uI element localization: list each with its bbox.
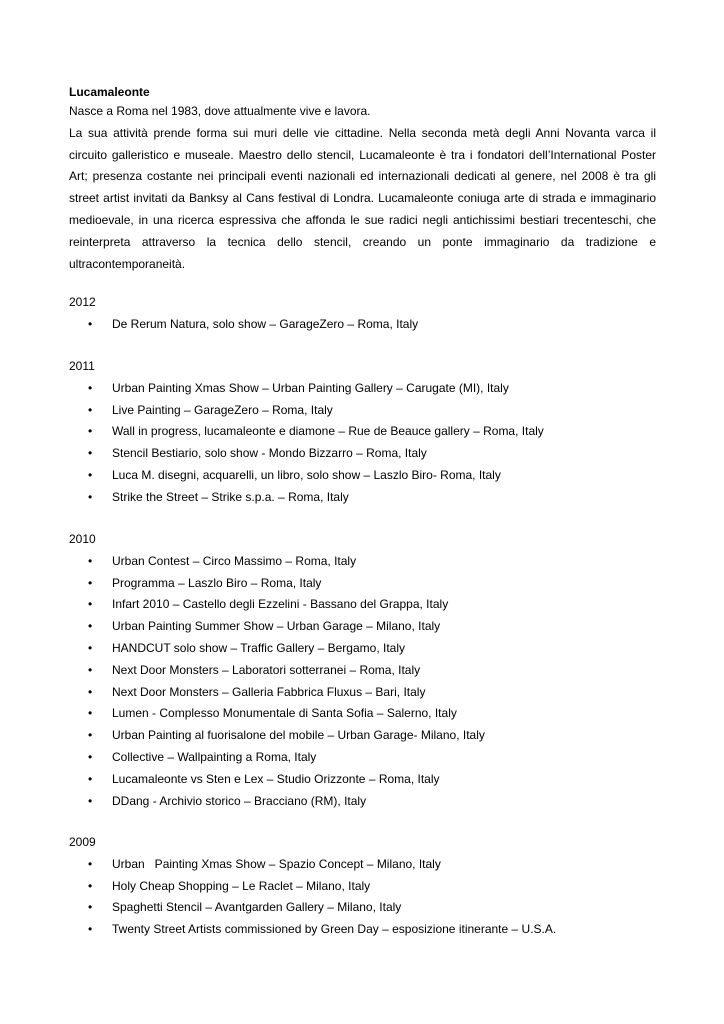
bio-line: Art; presenza costante nei principali eventi nazionali ed internazionali dedicati al genere, nel 2008 è tra gli <box>69 169 656 184</box>
bullet-icon: • <box>88 467 93 482</box>
list-item <box>69 594 656 616</box>
list-item <box>69 400 656 422</box>
bio-first-line: Nasce a Roma nel 1983, dove attualmente vive e lavora. <box>69 104 371 118</box>
list-item <box>69 769 656 791</box>
bullet-icon: • <box>88 900 93 915</box>
bullet-icon: • <box>88 749 93 764</box>
bullet-icon: • <box>88 793 93 808</box>
list-item <box>69 660 656 682</box>
bullet-icon: • <box>88 878 93 893</box>
bio-line: ultracontemporaneità. <box>69 256 186 271</box>
list-item-text: Wall in progress, lucamaleonte e diamone – Rue de Beauce gallery – Roma, Italy <box>112 424 544 439</box>
bio-line: La sua attività prende forma sui muri delle vie cittadine. Nella seconda metà degli Anni Novanta varca il <box>69 125 656 140</box>
list-item-text: Urban Painting Summer Show – Urban Garage – Milano, Italy <box>112 619 441 634</box>
list-item-text: Urban Contest – Circo Massimo – Roma, Italy <box>112 553 357 568</box>
list-item-text: Live Painting – GarageZero – Roma, Italy <box>112 402 333 417</box>
year-section-2012 <box>69 292 656 336</box>
list-item-text: Strike the Street – Strike s.p.a. – Roma, Italy <box>112 489 349 504</box>
list-item-text: De Rerum Natura, solo show – GarageZero – Roma, Italy <box>112 316 419 331</box>
year-section-2009 <box>69 832 656 941</box>
bullet-icon: • <box>88 706 93 721</box>
bullet-icon: • <box>88 380 93 395</box>
list-item-text: HANDCUT solo show – Traffic Gallery – Bergamo, Italy <box>112 640 405 655</box>
bullet-icon: • <box>88 316 93 331</box>
list-item <box>69 897 656 919</box>
bullet-icon: • <box>88 553 93 568</box>
year-heading: 2011 <box>69 359 95 373</box>
list-item-text: Urban Painting Xmas Show – Spazio Concept – Milano, Italy <box>112 856 441 871</box>
list-item <box>69 791 656 813</box>
exhibition-items <box>69 551 656 813</box>
list-item <box>69 421 656 443</box>
artist-biography <box>69 101 656 275</box>
document-page <box>69 83 656 275</box>
year-section-2010 <box>69 529 656 812</box>
bullet-icon: • <box>88 640 93 655</box>
list-item <box>69 725 656 747</box>
exhibition-items <box>69 378 656 509</box>
list-item-text: Infart 2010 – Castello degli Ezzelini - Bassano del Grappa, Italy <box>112 597 449 612</box>
list-item <box>69 465 656 487</box>
list-item <box>69 378 656 400</box>
list-item <box>69 747 656 769</box>
list-item <box>69 638 656 660</box>
exhibition-items <box>69 314 656 336</box>
bullet-icon: • <box>88 728 93 743</box>
bullet-icon: • <box>88 402 93 417</box>
year-heading: 2012 <box>69 295 96 309</box>
list-item <box>69 487 656 509</box>
list-item <box>69 854 656 876</box>
list-item-text: Urban Painting al fuorisalone del mobile – Urban Garage- Milano, Italy <box>112 728 485 743</box>
year-section-2011 <box>69 356 656 509</box>
list-item <box>69 876 656 898</box>
bullet-icon: • <box>88 684 93 699</box>
bio-line: medioevale, in una ricerca espressiva che affonda le sue radici negli antichissimi bestiari trecenteschi, che <box>69 212 656 227</box>
list-item-text: Lucamaleonte vs Sten e Lex – Studio Orizzonte – Roma, Italy <box>112 771 440 786</box>
list-item-text: Spaghetti Stencil – Avantgarden Gallery – Milano, Italy <box>112 900 402 915</box>
list-item-text: DDang - Archivio storico – Bracciano (RM), Italy <box>112 793 367 808</box>
bullet-icon: • <box>88 619 93 634</box>
bullet-icon: • <box>88 597 93 612</box>
exhibition-items <box>69 854 656 941</box>
list-item-text: Next Door Monsters – Laboratori sotterranei – Roma, Italy <box>112 662 421 677</box>
bio-line: street artist invitati da Banksy al Cans festival di Londra. Lucamaleonte coniuga arte di strada e immaginario <box>69 191 656 206</box>
list-item-text: Next Door Monsters – Galleria Fabbrica Fluxus – Bari, Italy <box>112 684 426 699</box>
artist-name-heading: Lucamaleonte <box>69 85 150 99</box>
year-heading: 2010 <box>69 532 96 546</box>
list-item-text: Programma – Laszlo Biro – Roma, Italy <box>112 575 322 590</box>
list-item-text: Collective – Wallpainting a Roma, Italy <box>112 749 317 764</box>
list-item-text: Stencil Bestiario, solo show - Mondo Bizzarro – Roma, Italy <box>112 446 427 461</box>
year-heading: 2009 <box>69 835 96 849</box>
list-item <box>69 551 656 573</box>
bullet-icon: • <box>88 662 93 677</box>
list-item <box>69 703 656 725</box>
bullet-icon: • <box>88 446 93 461</box>
list-item <box>69 616 656 638</box>
bullet-icon: • <box>88 575 93 590</box>
bio-line: reinterpreta attraverso la tecnica dello stencil, creando un ponte immaginario da tradizione e <box>69 234 656 249</box>
bullet-icon: • <box>88 489 93 504</box>
list-item-text: Urban Painting Xmas Show – Urban Painting Gallery – Carugate (MI), Italy <box>112 380 509 395</box>
list-item <box>69 573 656 595</box>
bullet-icon: • <box>88 424 93 439</box>
list-item-text: Twenty Street Artists commissioned by Green Day – esposizione itinerante – U.S.A. <box>112 922 557 937</box>
bullet-icon: • <box>88 771 93 786</box>
list-item <box>69 314 656 336</box>
list-item <box>69 682 656 704</box>
list-item <box>69 919 656 941</box>
list-item-text: Luca M. disegni, acquarelli, un libro, solo show – Laszlo Biro- Roma, Italy <box>112 467 501 482</box>
list-item-text: Holy Cheap Shopping – Le Raclet – Milano, Italy <box>112 878 371 893</box>
bio-line: circuito galleristico e museale. Maestro dello stencil, Lucamaleonte è tra i fondatori dell’International Poster <box>69 147 656 162</box>
bullet-icon: • <box>88 856 93 871</box>
list-item <box>69 443 656 465</box>
bullet-icon: • <box>88 922 93 937</box>
list-item-text: Lumen - Complesso Monumentale di Santa Sofia – Salerno, Italy <box>112 706 457 721</box>
